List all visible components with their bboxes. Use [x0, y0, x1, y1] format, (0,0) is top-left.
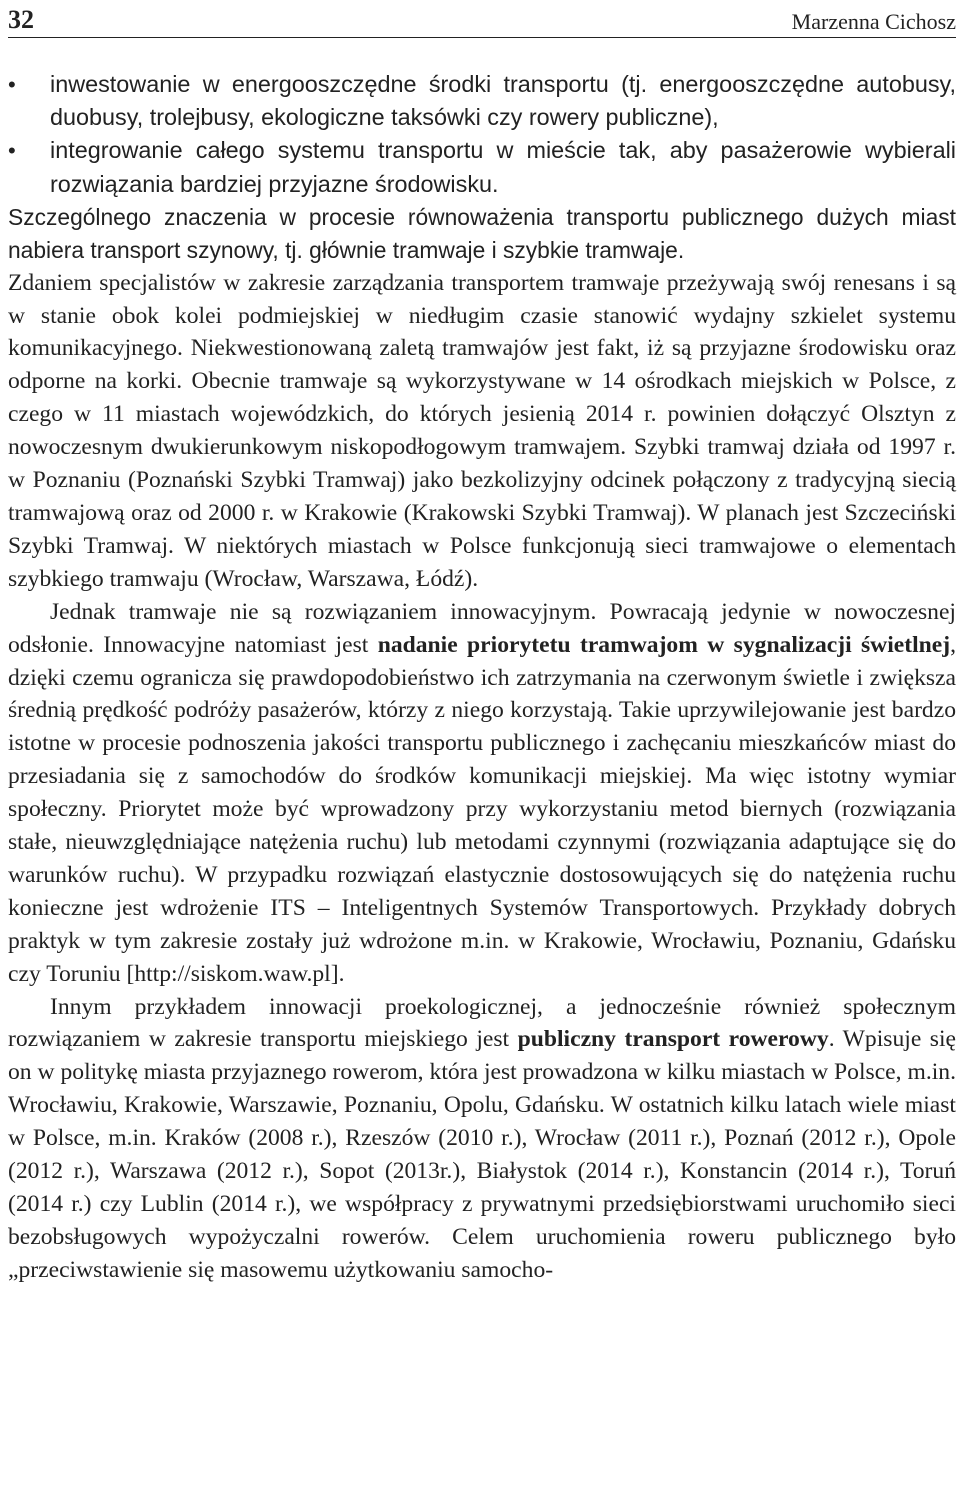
bullet-item: [8, 68, 956, 134]
paragraph-text: , dzięki czemu ogranicza się prawdopodobieństwo ich zatrzymania na czerwonym świetle i zwiększa średnią prędkość podróży pasażerów, którzy z niego korzystają. Takie uprzywilejowanie jest bardzo istotne w procesie podnoszenia jakości transportu publicznego i zachęcaniu mieszkańców miast do przesiadania się z samochodów do środków komunikacji miejskiej. Ma więc istotny wymiar społeczny. Priorytet może być wprowadzony przy wykorzystaniu metod biernych (rozwiązania stałe, nieuwzględniające natężenia ruchu) lub metodami czynnymi (rozwiązania adaptujące się do warunków ruchu). W przypadku rozwiązań elastycznie dostosowujących się do natężenia ruchu konieczne jest wdrożenie ITS – Inteligentnych Systemów Transportowych. Przykłady dobrych praktyk w tym zakresie zostały już wdrożone m.in. w Krakowie, Wrocławiu, Poznaniu, Gdańsku czy Toruniu [http://siskom.waw.pl].: [8, 631, 957, 987]
bullet-icon: •: [8, 138, 16, 164]
paragraph-text: Innym przykładem innowacji proekologicznej, a jednocześnie również społecznym rozwiązaniem w zakresie transportu miejskiego jest: [8, 993, 956, 1053]
bullet-list: [8, 68, 956, 201]
bullet-item: [8, 134, 956, 200]
bullet-text: inwestowanie w energooszczędne środki transportu (tj. energooszczędne autobusy, duobusy, trolejbusy, ekologiczne taksówki czy rowery publiczne),: [50, 71, 956, 131]
paragraph-text: Jednak tramwaje nie są rozwiązaniem innowacyjnym. Powracają jedynie w nowoczesnej odsłonie. Innowacyjne natomiast jest: [8, 598, 956, 658]
running-head-author: Marzenna Cichosz: [791, 9, 956, 34]
paragraph-tram-priority: [8, 596, 956, 991]
paragraph-bike-sharing: [8, 991, 956, 1287]
emphasis-text: publiczny transport rowerowy: [517, 1026, 829, 1053]
body-text: [8, 68, 956, 1287]
paragraph-rail-transport-intro: Szczególnego znaczenia w procesie równoważenia transportu publicznego dużych miast nabiera transport szynowy, tj. głównie tramwaje i szybkie tramwaje.: [8, 203, 956, 263]
paragraph-trams: Zdaniem specjalistów w zakresie zarządzania transportem tramwaje przeżywają swój renesans i są w stanie obok kolei podmiejskiej w niedługim czasie stanowić wydajny szkielet systemu komunikacyjnego. Niekwestionowaną zaletą tramwajów jest fakt, iż są przyjazne środowisku oraz odporne na korki. Obecnie tramwaje są wykorzystywane w 14 ośrodkach miejskich w Polsce, z czego w 11 miastach wojewódzkich, do których jesienią 2014 r. powinien dołączyć Olsztyn z nowoczesnym dwukierunkowym niskopodłogowym tramwajem. Szybki tramwaj działa od 1997 r. w Poznaniu (Poznański Szybki Tramwaj) jako bezkolizyjny odcinek połączony z tradycyjną siecią tramwajową oraz od 2000 r. w Krakowie (Krakowski Szybki Tramwaj). W planach jest Szczeciński Szybki Tramwaj. W niektórych miastach w Polsce funkcjonują sieci tramwajowe o elementach szybkiego tramwaju (Wrocław, Warszawa, Łódź).: [8, 269, 956, 592]
page-number: 32: [8, 5, 34, 34]
bullet-text: integrowanie całego systemu transportu w mieście tak, aby pasażerowie wybierali rozwiązania bardziej przyjazne środowisku.: [50, 137, 956, 197]
bullet-icon: •: [8, 72, 16, 97]
emphasis-text: nadanie priorytetu tramwajom w sygnalizacji świetlnej: [377, 631, 951, 658]
paragraph-text: . Wpisuje się on w politykę miasta przyjaznego rowerom, która jest prowadzona w kilku miastach w Polsce, m.in. Wrocławiu, Krakowie, Warszawie, Poznaniu, Opolu, Gdańsku. W ostatnich kilku latach wiele miast w Polsce, m.in. Kraków (2008 r.), Rzeszów (2010 r.), Wrocław (2011 r.), Poznań (2012 r.), Opole (2012 r.), Warszawa (2012 r.), Sopot (2013r.), Białystok (2014 r.), Konstancin (2014 r.), Toruń (2014 r.) czy Lublin (2014 r.), we współpracy z prywatnymi przedsiębiorstwami uruchomiło sieci bezobsługowych wypożyczalni rowerów. Celem uruchomienia roweru publicznego było „przeciwstawienie się masowemu użytkowaniu samocho-: [8, 1026, 957, 1283]
page-header: [8, 0, 956, 38]
